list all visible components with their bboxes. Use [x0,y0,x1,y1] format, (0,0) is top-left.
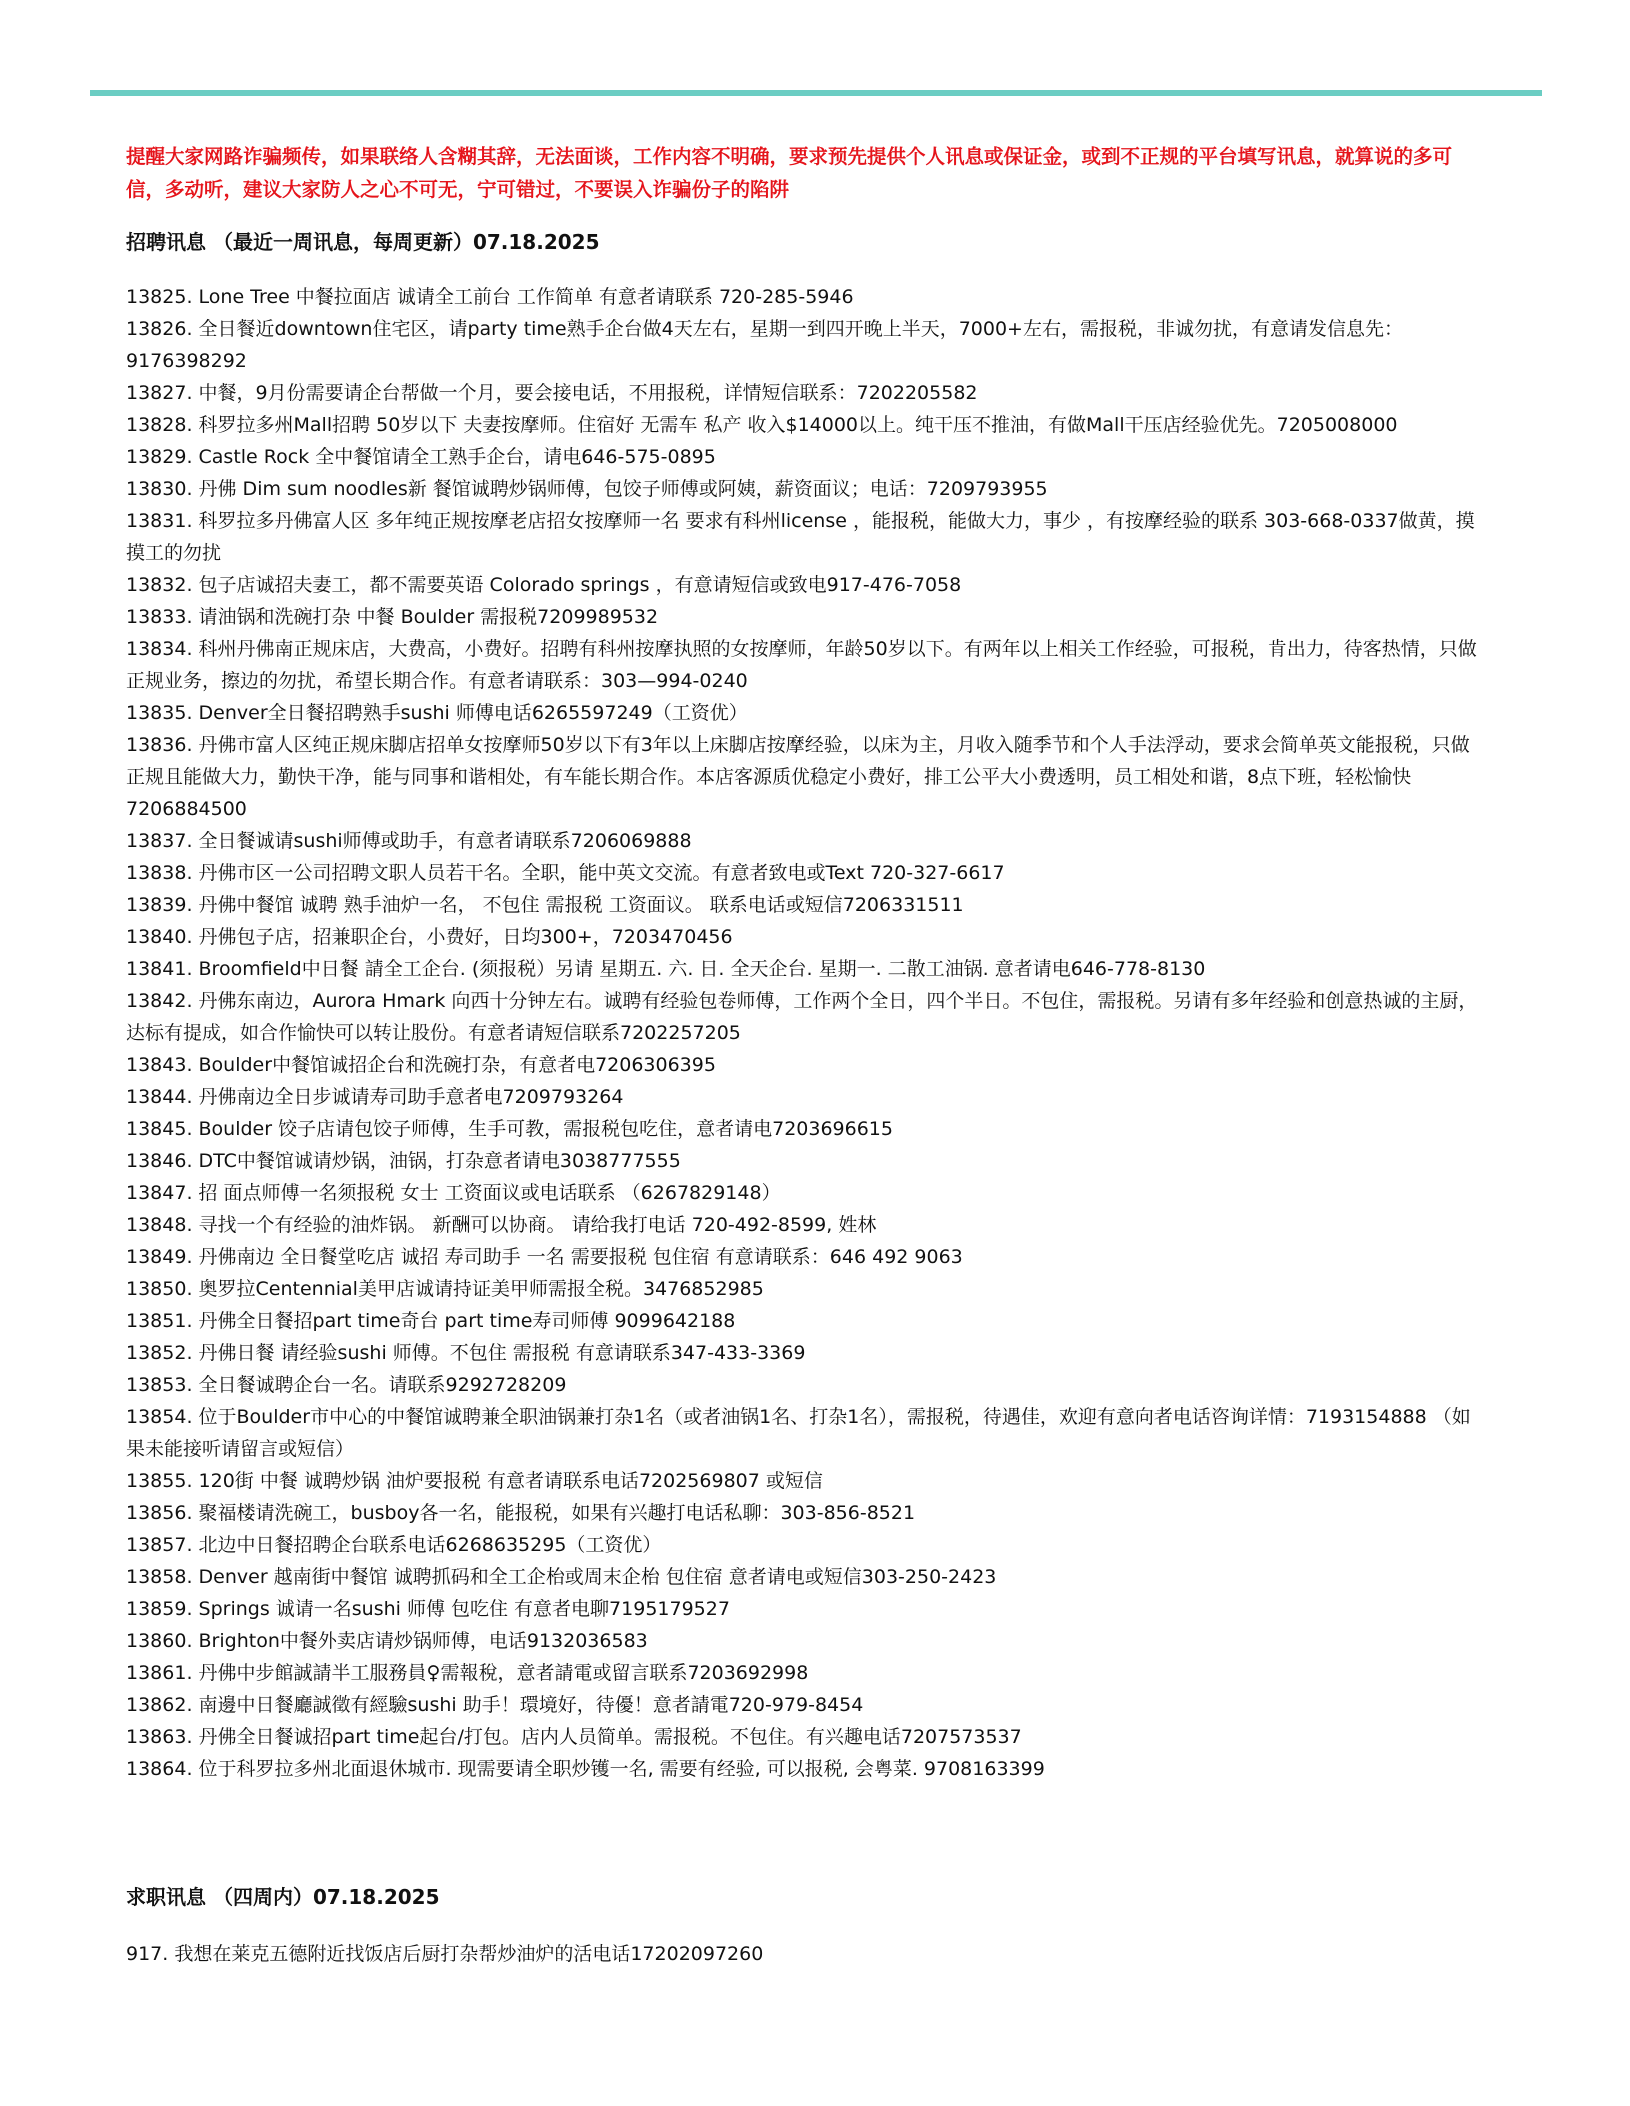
job-listing-item: 13828. 科罗拉多州Mall招聘 50岁以下 夫妻按摩师。住宿好 无需车 私产 收入$14000以上。纯干压不推油，有做Mall干压店经验优先。7205008000 [126,414,1398,436]
job-listing-item: 13848. 寻找一个有经验的油炸锅。 新酬可以协商。 请给我打电话 720-492-8599, 姓林 [126,1214,877,1236]
job-listing-item: 13827. 中餐，9月份需要请企台帮做一个月，要会接电话，不用报税，详情短信联系：7202205582 [126,382,978,404]
job-listing-item: 13829. Castle Rock 全中餐馆请全工熟手企台，请电646-575-0895 [126,446,716,468]
seekers-list [126,1938,1478,1970]
job-listing-item: 13839. 丹佛中餐馆 诚聘 熟手油炉一名， 不包住 需报税 工资面议。 联系电话或短信7206331511 [126,894,964,916]
job-listing-item: 13846. DTC中餐馆诚请炒锅，油锅，打杂意者请电3038777555 [126,1150,681,1172]
page-content [126,140,1478,1970]
job-listing-item: 13851. 丹佛全日餐招part time奇台 part time寿司师傅 9099642188 [126,1310,736,1332]
job-listing-item: 13847. 招 面点师傅一名须报税 女士 工资面议或电话联系 （6267829148） [126,1182,781,1204]
job-listing-item: 13849. 丹佛南边 全日餐堂吃店 诚招 寿司助手 一名 需要报税 包住宿 有意请联系：646 492 9063 [126,1246,963,1268]
job-listing-item: 13845. Boulder 饺子店请包饺子师傅，生手可教，需报税包吃住，意者请电7203696615 [126,1118,893,1140]
job-listing-item: 13834. 科州丹佛南正规床店，大费高，小费好。招聘有科州按摩执照的女按摩师，年龄50岁以下。有两年以上相关工作经验，可报税，肯出力，待客热情，只做正规业务，擦边的勿扰，希望长期合作。有意者请联系：303—994-0240 [126,638,1477,692]
job-listing-item: 13862. 南邊中日餐廳誠徵有經驗sushi 助手！環境好，待優！意者請電720-979-8454 [126,1694,864,1716]
job-listing-item: 13830. 丹佛 Dim sum noodles新 餐馆诚聘炒锅师傅，包饺子师傅或阿姨，薪资面议；电话：7209793955 [126,478,1048,500]
job-listing-item: 13852. 丹佛日餐 请经验sushi 师傅。不包住 需报税 有意请联系347-433-3369 [126,1342,806,1364]
job-listing-item: 13853. 全日餐诚聘企台一名。请联系9292728209 [126,1374,567,1396]
job-seeker-item: 917. 我想在莱克五德附近找饭店后厨打杂帮炒油炉的活电话17202097260 [126,1943,764,1965]
job-listing-item: 13860. Brighton中餐外卖店请炒锅师傅，电话9132036583 [126,1630,648,1652]
job-listing-item: 13831. 科罗拉多丹佛富人区 多年纯正规按摩老店招女按摩师一名 要求有科州license ，能报税，能做大力，事少 ，有按摩经验的联系 303-668-0337做黄，摸摸工的勿扰 [126,510,1475,564]
job-listing-item: 13832. 包子店诚招夫妻工，都不需要英语 Colorado springs ，有意请短信或致电917-476-7058 [126,574,962,596]
job-listing-item: 13833. 请油锅和洗碗打杂 中餐 Boulder 需报税7209989532 [126,606,659,628]
job-listing-item: 13854. 位于Boulder市中心的中餐馆诚聘兼全职油锅兼打杂1名（或者油锅1名、打杂1名），需报税，待遇佳，欢迎有意向者电话咨询详情：7193154888 （如果未能接听请留言或短信） [126,1406,1471,1460]
job-listing-item: 13858. Denver 越南街中餐馆 诚聘抓码和全工企枱或周末企枱 包住宿 意者请电或短信303-250-2423 [126,1566,997,1588]
top-divider [90,90,1542,96]
job-listing-item: 13859. Springs 诚请一名sushi 师傅 包吃住 有意者电聊7195179527 [126,1598,730,1620]
job-listing-item: 13864. 位于科罗拉多州北面退休城市. 现需要请全职炒镬一名, 需要有经验, 可以报税, 会粤菜. 9708163399 [126,1758,1045,1780]
job-listing-item: 13857. 北边中日餐招聘企台联系电话6268635295（工资优） [126,1534,662,1556]
fraud-warning: 提醒大家网路诈骗频传，如果联络人含糊其辞，无法面谈，工作内容不明确，要求预先提供个人讯息或保证金，或到不正规的平台填写讯息，就算说的多可信，多动听，建议大家防人之心不可无，宁可错过，不要误入诈骗份子的陷阱 [126,145,1453,201]
job-listing-item: 13861. 丹佛中步館誠請半工服務員♀需報稅，意者請電或留言联系7203692998 [126,1662,809,1684]
job-listing-item: 13826. 全日餐近downtown住宅区，请party time熟手企台做4天左右，星期一到四开晚上半天，7000+左右，需报税，非诚勿扰，有意请发信息先：9176398292 [126,318,1403,372]
job-listing-item: 13844. 丹佛南边全日步诚请寿司助手意者电7209793264 [126,1086,624,1108]
job-listing-item: 13856. 聚福楼请洗碗工，busboy各一名，能报税，如果有兴趣打电话私聊：303-856-8521 [126,1502,916,1524]
job-listing-item: 13837. 全日餐诚请sushi师傅或助手，有意者请联系7206069888 [126,830,692,852]
seekers-section-title: 求职讯息 （四周内）07.18.2025 [126,1885,440,1909]
job-listing-item: 13863. 丹佛全日餐诚招part time起台/打包。店内人员简单。需报税。不包住。有兴趣电话7207573537 [126,1726,1022,1748]
job-listing-item: 13841. Broomfield中日餐 請全工企台. (须报税）另请 星期五. 六. 日. 全天企台. 星期一. 二散工油锅. 意者请电646-778-8130 [126,958,1206,980]
job-listing-item: 13842. 丹佛东南边，Aurora Hmark 向西十分钟左右。诚聘有经验包卷师傅，工作两个全日，四个半日。不包住，需报税。另请有多年经验和创意热诚的主厨，达标有提成，如合作愉快可以转让股份。有意者请短信联系7202257205 [126,990,1478,1044]
job-listing-item: 13843. Boulder中餐馆诚招企台和洗碗打杂，有意者电7206306395 [126,1054,716,1076]
job-listing-item: 13855. 120街 中餐 诚聘炒锅 油炉要报税 有意者请联系电话7202569807 或短信 [126,1470,823,1492]
job-listing-item: 13840. 丹佛包子店，招兼职企台，小费好，日均300+，7203470456 [126,926,733,948]
job-listing-item: 13850. 奥罗拉Centennial美甲店诚请持证美甲师需报全税。3476852985 [126,1278,764,1300]
job-listing-item: 13838. 丹佛市区一公司招聘文职人员若干名。全职，能中英文交流。有意者致电或Text 720-327-6617 [126,862,1005,884]
job-listing-item: 13835. Denver全日餐招聘熟手sushi 师傅电话6265597249（工资优） [126,702,748,724]
jobs-section-title: 招聘讯息 （最近一周讯息，每周更新）07.18.2025 [126,230,600,254]
jobs-list [126,281,1478,1785]
job-listing-item: 13825. Lone Tree 中餐拉面店 诚请全工前台 工作简单 有意者请联系 720-285-5946 [126,286,854,308]
job-listing-item: 13836. 丹佛市富人区纯正规床脚店招单女按摩师50岁以下有3年以上床脚店按摩经验，以床为主，月收入随季节和个人手法浮动，要求会简单英文能报税，只做正规且能做大力，勤快干净，能与同事和谐相处，有车能长期合作。本店客源质优稳定小费好，排工公平大小费透明，员工相处和谐，8点下班，轻松愉快7206884500 [126,734,1470,820]
